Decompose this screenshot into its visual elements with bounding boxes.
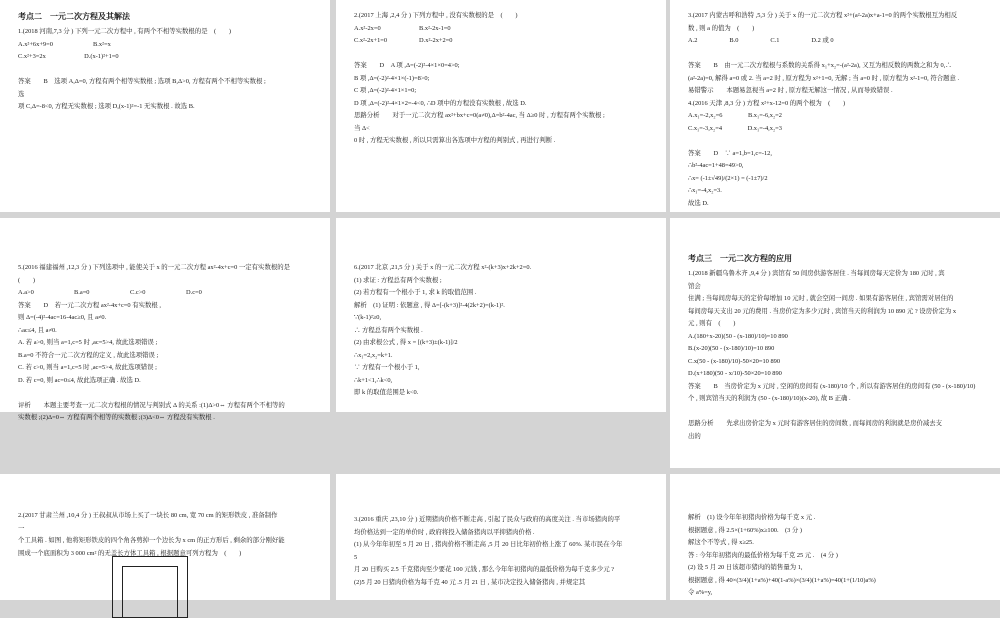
option-b: B.(x-20)(50 - (x-180)/10)=10 890 bbox=[688, 345, 775, 352]
question-options bbox=[18, 39, 316, 52]
comment-line: 实数根 ;(2)Δ=0⇔ 方程有两个相等的实数根 ;(3)Δ<0⇔ 方程没有实数根 . bbox=[18, 414, 215, 421]
option-d: D.(x+180)(50 - x/10)-50×20=10 890 bbox=[688, 370, 782, 377]
figure-inner-rectangle bbox=[122, 566, 178, 618]
answer-line: 故选 D. bbox=[688, 199, 709, 207]
answer-line: 答案 B 由一元二次方程根与系数的关系得 x₁+x₂=-(a²-2a), 又互为相反数的两数之和为 0,∴ bbox=[688, 62, 952, 69]
option-line: A.x²-2x=0 B.x²-2x-1=0 bbox=[354, 24, 451, 32]
answer-line: (a²-2a)=0, 解得 a=0 或 2. 当 a=2 时 , 原方程为 x²+1=0, 无解 ; 当 a=0 时 , 原方程为 x²-1=0, 符合题意 . bbox=[688, 74, 960, 82]
page-1 bbox=[0, 0, 330, 212]
option-line: C.x²-2x+1=0 D.x²-2x+2=0 bbox=[354, 37, 453, 44]
answer-line: 选 bbox=[18, 90, 25, 98]
answer-line: A. 若 a>0, 则当 a=1,c=5 时 ,ac=5>4, 故此选项错误 ; bbox=[18, 339, 158, 346]
answer-line: ∴ac≤4, 且 a≠0. bbox=[18, 326, 57, 334]
solution-line: 根据题意 , 得 2.5×(1+60%)x≥100. (3 分 ) bbox=[688, 526, 803, 534]
answer-line: 则 Δ=(-4)²-4ac=16-4ac≥0, 且 a≠0. bbox=[18, 314, 107, 321]
section-heading: 考点三 一元二次方程的应用 bbox=[688, 254, 792, 263]
solution-line: 解析 (1) 证明 : 依题意 , 得 Δ=[-(k+3)]²-4(2k+2)=(k-1)². bbox=[354, 301, 505, 309]
analysis-line: 思路分析 对于一元二次方程 ax²+bx+c=0(a≠0),Δ=b²-4ac, 当 Δ≥0 时 , 方程有两个实数根 ; bbox=[354, 112, 605, 119]
answer-line: 个 , 则宾馆当天的利润为 (50 - (x-180)/10)(x-20), 故 B 正确 . bbox=[688, 395, 851, 402]
option-line: C.x₁=-3,x₂=4 D.x₁=-4,x₂=3 bbox=[688, 124, 782, 132]
solution-line: ∴x₁=2,x₂=k+1. bbox=[354, 351, 393, 359]
option-c: C.x(50 - (x-180)/10)-50×20=10 890 bbox=[688, 357, 781, 365]
page-5 bbox=[336, 218, 666, 412]
option-line: A.x₁=-2,x₂=6 B.x₁=-6,x₂=2 bbox=[688, 112, 782, 119]
question-line: C.x²+3=2x D.(x-1)²+1=0 bbox=[18, 53, 119, 60]
solution-line: 解这个不等式 , 得 x≥25. bbox=[688, 539, 754, 546]
question-line bbox=[18, 64, 316, 77]
analysis-line: 思路分析 先求出房价定为 x 元时有游客居住的房间数 , 而每间房的利润就是房价减去支 bbox=[688, 420, 943, 427]
answer-line: ∴b²-4ac=1+48=49>0, bbox=[688, 162, 744, 169]
question-line: 6.(2017 北京 ,21,5 分 ) 关于 x 的一元二次方程 x²-(k+3)x+2k+2=0. bbox=[354, 264, 532, 271]
question-line: 元 , 则有 ( ) bbox=[688, 320, 736, 327]
question-line: 1.(2018 河南,7,3 分 ) 下列一元二次方程中 , 有两个不相等实数根的是 ( ) bbox=[18, 28, 232, 35]
option-d: D.c=0 bbox=[186, 289, 202, 296]
analysis-line: 当 Δ< bbox=[354, 124, 370, 132]
warning-line: 易错警示 本题易忽视当 a=2 时 , 原方程无解这一情况 , 从而导致错误 . bbox=[688, 87, 893, 94]
question-line: (1) 从今年年初至 5 月 20 日 , 猪肉价格不断走高 ,5 月 20 日比年初价格上涨了 60%. 某市民在今年 bbox=[354, 541, 623, 548]
question-line: 个工具箱 . 如图 , 他将矩形铁皮的四个角各剪掉一个边长为 x cm 的正方形后 , 剩余的部分刚好能 bbox=[18, 537, 285, 544]
page-7 bbox=[0, 474, 330, 600]
blank-line bbox=[688, 48, 986, 61]
option-b: B.a=0 bbox=[74, 289, 90, 296]
question-line: 住满 ; 当每间房每天的定价每增加 10 元时 , 就会空闲一间房 . 如果有游客居住 , 宾馆需对居住的 bbox=[688, 295, 954, 302]
answer-line: ∴x= (-1±√49)/(2×1) = (-1±7)/2 bbox=[688, 174, 768, 182]
solution-line: 根据题意 , 得 40×(3/4)(1+a%)+40(1-a%)×(3/4)(1+a%)=40(1+(1/10)a%) bbox=[688, 576, 876, 584]
question-line: 均价格达到一定的单价时 , 政府将投入储备猪肉以平抑猪肉价格 . bbox=[354, 528, 535, 536]
question-line: 一 bbox=[18, 524, 25, 532]
option-a: A.x²+6x+9=0 bbox=[18, 40, 53, 48]
page-2 bbox=[336, 0, 666, 212]
question-line: 数 , 则 a 的值为 ( ) bbox=[688, 24, 755, 32]
solution-line: (2) 由求根公式 , 得 x = [(k+3)±(k-1)]/2 bbox=[354, 339, 458, 346]
answer-line: D. 若 c=0, 则 ac=0≤4, 故此选项正确 . 故选 D. bbox=[18, 376, 141, 384]
answer-line: C. 若 c>0, 则当 a=1,c=5 时 ,ac=5>4, 故此选项错误 ; bbox=[18, 364, 157, 371]
answer-line: 答案 D A 项 ,Δ=(-2)²-4×1×0=4>0; bbox=[354, 62, 460, 69]
answer-line: 项 C,Δ=-8<0, 方程无实数根 ; 选项 D,(x-1)²=-1 无实数根 . 故选 B. bbox=[18, 103, 195, 110]
question-line: 4.(2016 天津 ,8,3 分 ) 方程 x²+x-12=0 的两个根为 ( ) bbox=[688, 99, 846, 107]
option-c: C.c>0 bbox=[130, 289, 146, 296]
question-line: (2)5 月 20 日猪肉价格为每千克 40 元 .5 月 21 日 , 某市决定投入储备猪肉 , 并规定其 bbox=[354, 578, 586, 586]
question-line: ( ) bbox=[18, 276, 36, 284]
question-line: (1) 求证 : 方程总有两个实数根 ; bbox=[354, 276, 442, 284]
answer-line: B.a=0 不符合一元二次方程的定义 , 故此选项错误 ; bbox=[18, 351, 159, 359]
solution-line: ∴ 方程总有两个实数根 . bbox=[354, 326, 423, 334]
page-6 bbox=[670, 218, 1000, 468]
section-heading: 考点二 一元二次方程及其解法 bbox=[18, 12, 130, 21]
answer-line: C 项 ,Δ=(-2)²-4×1×1=0; bbox=[354, 87, 417, 94]
analysis-line: 0 时 , 方程无实数根 , 所以只需算出各选项中方程的判别式 , 再进行判断 . bbox=[354, 137, 556, 144]
question-line: 2.(2017 甘肃兰州 ,10,4 分 ) 王叔叔从市场上买了一块长 80 cm, 宽 70 cm 的矩形铁皮 , 准备制作 bbox=[18, 512, 278, 519]
solution-line: 即 k 的取值范围是 k<0. bbox=[354, 389, 419, 396]
solution-line: (2) 设 5 月 20 日该超市猪肉的销售量为 1, bbox=[688, 564, 803, 571]
solution-line: ∵(k-1)²≥0, bbox=[354, 314, 382, 321]
question-line: 2.(2017 上海 ,2,4 分 ) 下列方程中 , 没有实数根的是 ( ) bbox=[354, 12, 518, 19]
option-a: A.(180+x-20)(50 - (x-180)/10)=10 890 bbox=[688, 332, 788, 340]
blank-line bbox=[354, 48, 652, 61]
question-line: (2) 若方程有一个根小于 1, 求 k 的取值范围 . bbox=[354, 289, 477, 296]
answer-line: B 项 ,Δ=(-2)²-4×1×(-1)=8>0; bbox=[354, 74, 430, 82]
option-a: A.a>0 bbox=[18, 289, 34, 296]
solution-line: 令 a%=y, bbox=[688, 589, 713, 596]
page-9 bbox=[670, 474, 1000, 600]
answer-line: D 项 ,Δ=(-2)²-4×1×2=-4<0, ∴D 项中的方程没有实数根 , 故选 D. bbox=[354, 99, 527, 107]
question-line: 围成一个底面积为 3 000 cm² 的无盖长方体工具箱 , 根据题意可列方程为 ( ) bbox=[18, 549, 242, 557]
page-8 bbox=[336, 474, 666, 600]
question-line: 月 20 日购买 2.5 千克猪肉至少要花 100 元钱 , 那么今年年初猪肉的最低价格为每千克多少元 ? bbox=[354, 566, 615, 573]
question-line: 馆会 bbox=[688, 282, 701, 290]
comment-line: 评析 本题主要考查一元二次方程根的情况与判别式 Δ 的关系 :(1)Δ>0⇔ 方程有两个不相等的 bbox=[18, 401, 285, 409]
question-line: 1.(2018 新疆乌鲁木齐 ,9,4 分 ) 宾馆有 50 间房供游客居住 . 当每间房每天定价为 180 元时 , 宾 bbox=[688, 270, 945, 277]
blank-line bbox=[18, 387, 316, 400]
question-line: 5 bbox=[354, 553, 358, 561]
question-line: 5.(2016 福建福州 ,12,3 分 ) 下列选项中 , 能使关于 x 的一元二次方程 ax²-4x+c=0 一定有实数根的是 bbox=[18, 264, 291, 271]
answer-line: 答案 D 若一元二次方程 ax²-4x+c=0 有实数根 , bbox=[18, 301, 161, 309]
page-4 bbox=[0, 218, 330, 421]
blank-line bbox=[688, 406, 986, 419]
answer-line: 答案 B 当房价定为 x 元时 , 空闲的房间有 (x-180)/10 个 , 所以有游客居住的房间有 (50 - (x-180)/10) bbox=[688, 382, 976, 390]
solution-line: ∵ 方程有一个根小于 1, bbox=[354, 364, 420, 371]
solution-line: ∴k+1<1,∴k<0, bbox=[354, 376, 393, 384]
analysis-line: 出的 bbox=[688, 432, 701, 440]
question-line: 3.(2017 内蒙古呼和浩特 ,5,3 分 ) 关于 x 的一元二次方程 x²+(a²-2a)x+a-1=0 的两个实数根互为相反 bbox=[688, 12, 958, 19]
answer-line: ∴x₁=-4,x₂=3. bbox=[688, 187, 722, 194]
answer-line: 答案 D ∵ a=1,b=1,c=-12, bbox=[688, 149, 772, 157]
page-3 bbox=[670, 0, 1000, 212]
solution-line: 答 : 今年年初猪肉的最低价格为每千克 25 元 . (4 分 ) bbox=[688, 551, 838, 559]
option-b: B.x²=x bbox=[93, 40, 111, 48]
option-line: A.2 B.0 C.1 D.2 或 0 bbox=[688, 37, 834, 44]
question-options bbox=[18, 287, 316, 300]
blank-line bbox=[688, 135, 986, 148]
question-line: 3.(2016 重庆 ,23,10 分 ) 近期猪肉价格不断走高 , 引起了民众与政府的高度关注 . 当市场猪肉的平 bbox=[354, 516, 621, 523]
question-line: 每间房每天支出 20 元的费用 . 当房价定为多少元时 , 宾馆当天的利润为 10 890 元 ? 设房价定为 x bbox=[688, 307, 957, 315]
answer-line: 答案 B 选项 A,Δ=0, 方程有两个相等实数根 ; 选项 B,Δ>0, 方程有两个不相等实数根 ; bbox=[18, 78, 266, 85]
solution-line: 解析 (1) 设今年年初猪肉价格为每千克 x 元 . bbox=[688, 514, 816, 521]
